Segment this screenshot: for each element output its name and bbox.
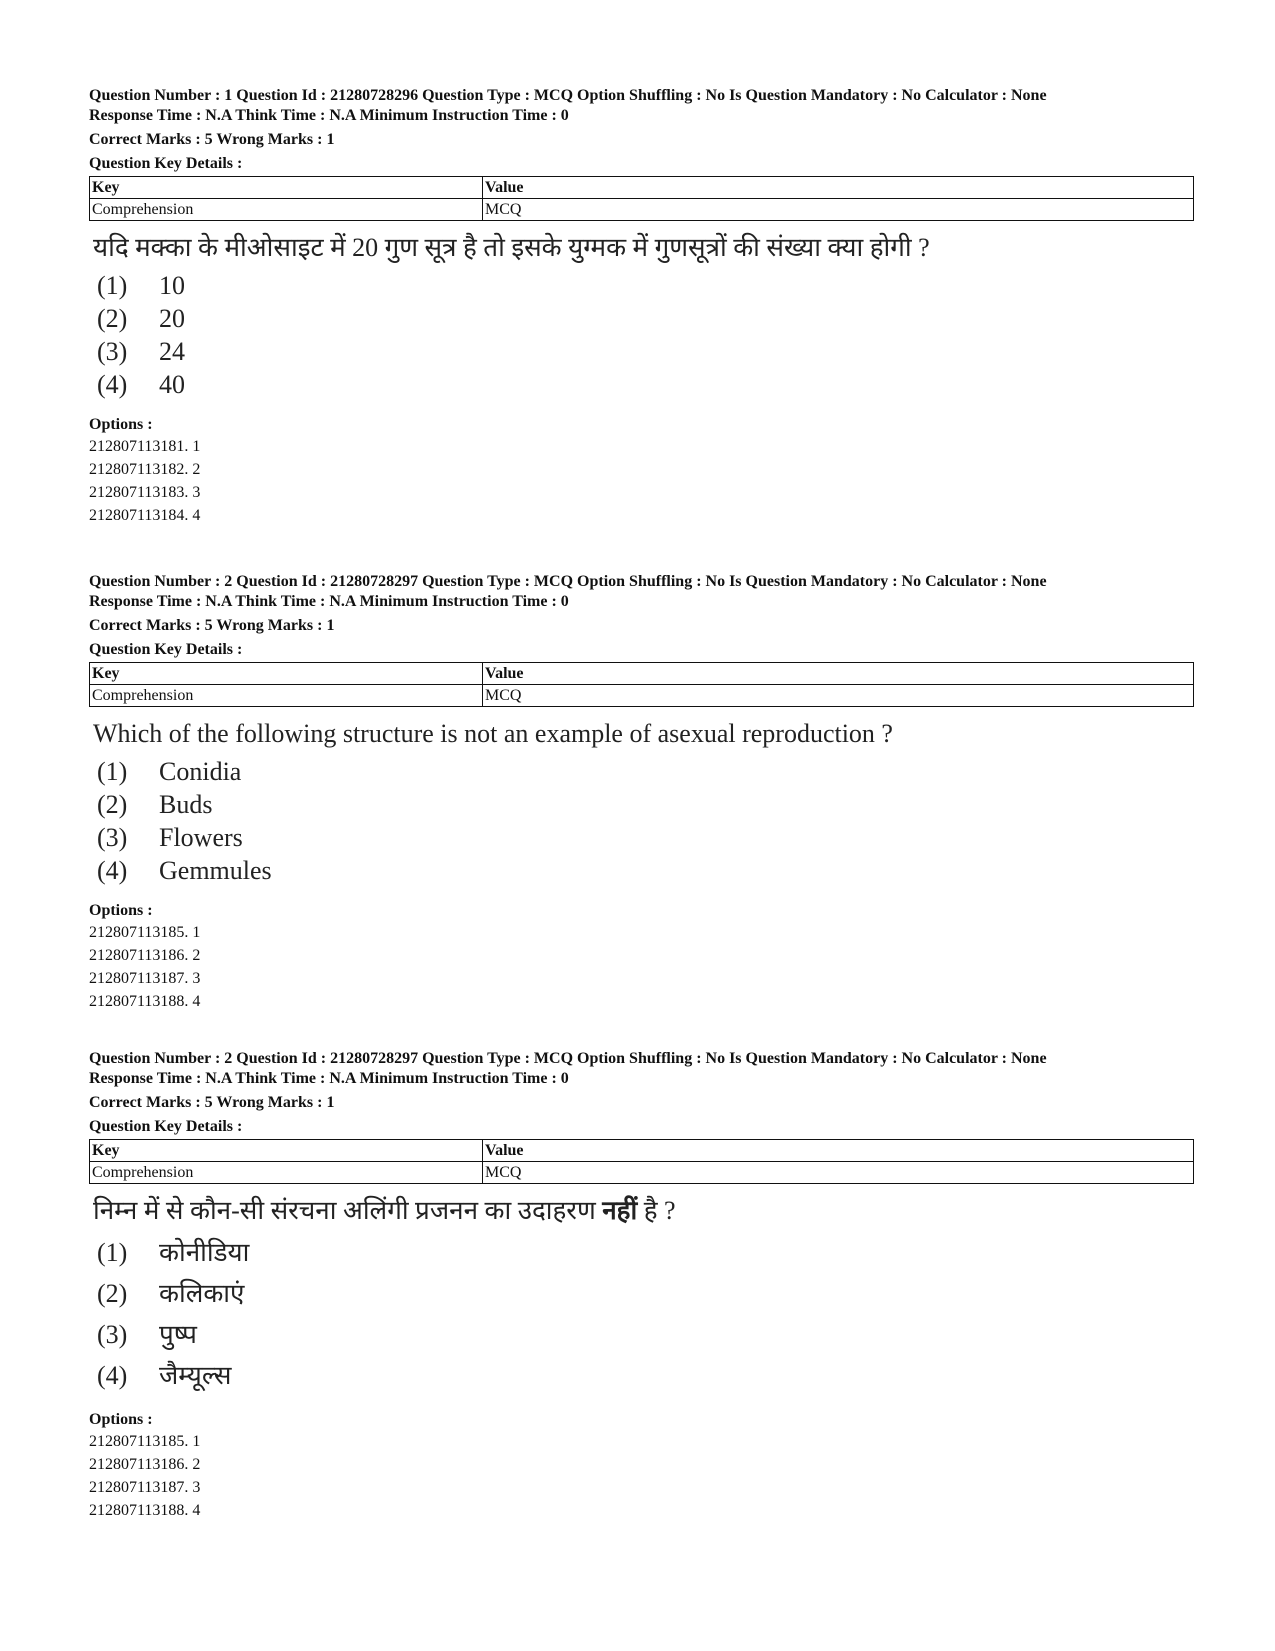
answer-choices — [97, 755, 1194, 887]
choice-number: (4) — [97, 1361, 128, 1390]
option-id-line: 212807113185. 1 — [89, 924, 201, 941]
option-id-line: 212807113187. 3 — [89, 970, 201, 987]
answer-choice-1 — [97, 755, 1194, 788]
choice-number: (4) — [97, 856, 128, 885]
answer-choice-1 — [97, 1232, 1194, 1273]
question-meta-line: Question Number : 2 Question Id : 21280728297 Question Type : MCQ Option Shuffling : No Is Question Mandatory : No Calculator : None — [89, 573, 1047, 590]
choice-text: Flowers — [159, 823, 243, 852]
choice-text: जैम्यूल्स — [159, 1361, 232, 1390]
choice-number: (3) — [97, 337, 128, 366]
question-block-1 — [89, 86, 1194, 527]
question-stem: यदि मक्का के मीओसाइट में 20 गुण सूत्र है तो इसके युग्मक में गुणसूत्रों की संख्या क्या होगी ? — [93, 233, 930, 262]
option-id-line: 212807113181. 1 — [89, 438, 201, 455]
choice-text: 20 — [159, 304, 185, 333]
answer-choice-4 — [97, 854, 1194, 887]
option-id-line: 212807113188. 4 — [89, 1502, 201, 1519]
answer-choice-2 — [97, 302, 1194, 335]
marks-line: Correct Marks : 5 Wrong Marks : 1 — [89, 131, 335, 148]
choice-number: (1) — [97, 271, 128, 300]
options-title: Options : — [89, 1411, 153, 1428]
stem-text-end: है ? — [637, 1196, 676, 1225]
answer-choice-3 — [97, 1314, 1194, 1355]
choice-number: (2) — [97, 304, 128, 333]
answer-choice-1 — [97, 269, 1194, 302]
question-timing-line: Response Time : N.A Think Time : N.A Minimum Instruction Time : 0 — [89, 1070, 569, 1087]
question-block-2 — [89, 572, 1194, 1013]
answer-choices — [97, 269, 1194, 401]
marks-line: Correct Marks : 5 Wrong Marks : 1 — [89, 617, 335, 634]
question-timing-line: Response Time : N.A Think Time : N.A Minimum Instruction Time : 0 — [89, 107, 569, 124]
table-header-key: Key — [90, 1140, 483, 1162]
choice-number: (2) — [97, 790, 128, 819]
option-id-line: 212807113185. 1 — [89, 1433, 201, 1450]
table-header-key: Key — [90, 663, 483, 685]
choice-text: Conidia — [159, 757, 242, 786]
answer-choice-3 — [97, 821, 1194, 854]
key-details-table — [89, 176, 1194, 221]
choice-text: 24 — [159, 337, 185, 366]
table-row — [90, 199, 1194, 221]
table-header-value: Value — [483, 663, 1194, 685]
choice-text: कलिकाएं — [159, 1279, 245, 1308]
options-title: Options : — [89, 902, 153, 919]
table-header-value: Value — [483, 1140, 1194, 1162]
answer-choice-2 — [97, 1273, 1194, 1314]
table-cell-key: Comprehension — [90, 199, 483, 221]
choice-text: 40 — [159, 370, 185, 399]
key-details-title: Question Key Details : — [89, 155, 243, 172]
table-header-value: Value — [483, 177, 1194, 199]
question-meta-line: Question Number : 2 Question Id : 21280728297 Question Type : MCQ Option Shuffling : No Is Question Mandatory : No Calculator : None — [89, 1050, 1047, 1067]
key-details-title: Question Key Details : — [89, 641, 243, 658]
choice-number: (3) — [97, 823, 128, 852]
key-details-table — [89, 662, 1194, 707]
table-cell-value: MCQ — [483, 685, 1194, 707]
option-id-line: 212807113188. 4 — [89, 993, 201, 1010]
answer-choice-4 — [97, 1355, 1194, 1396]
option-id-line: 212807113186. 2 — [89, 947, 201, 964]
choice-text: कोनीडिया — [159, 1238, 250, 1267]
marks-line: Correct Marks : 5 Wrong Marks : 1 — [89, 1094, 335, 1111]
table-cell-key: Comprehension — [90, 685, 483, 707]
choice-text: पुष्प — [159, 1320, 197, 1349]
table-header-row — [90, 663, 1194, 685]
choice-number: (3) — [97, 1320, 128, 1349]
answer-choice-2 — [97, 788, 1194, 821]
answer-choices — [97, 1232, 1194, 1396]
question-block-3 — [89, 1049, 1194, 1522]
table-cell-value: MCQ — [483, 199, 1194, 221]
table-row — [90, 1162, 1194, 1184]
table-header-row — [90, 1140, 1194, 1162]
stem-emphasis: नहीं — [602, 1196, 638, 1225]
choice-text: Buds — [159, 790, 213, 819]
option-id-line: 212807113182. 2 — [89, 461, 201, 478]
choice-number: (4) — [97, 370, 128, 399]
key-details-table — [89, 1139, 1194, 1184]
choice-number: (1) — [97, 1238, 128, 1267]
choice-text: Gemmules — [159, 856, 272, 885]
question-meta-line: Question Number : 1 Question Id : 21280728296 Question Type : MCQ Option Shuffling : No Is Question Mandatory : No Calculator : None — [89, 87, 1047, 104]
option-id-line: 212807113186. 2 — [89, 1456, 201, 1473]
option-id-line: 212807113183. 3 — [89, 484, 201, 501]
question-timing-line: Response Time : N.A Think Time : N.A Minimum Instruction Time : 0 — [89, 593, 569, 610]
choice-number: (2) — [97, 1279, 128, 1308]
question-stem: Which of the following structure is not an example of asexual reproduction ? — [93, 719, 893, 748]
choice-number: (1) — [97, 757, 128, 786]
answer-choice-3 — [97, 335, 1194, 368]
stem-text: निम्न में से कौन-सी संरचना अलिंगी प्रजनन का उदाहरण — [93, 1196, 603, 1225]
question-stem — [93, 1194, 1194, 1228]
option-id-line: 212807113184. 4 — [89, 507, 201, 524]
table-header-row — [90, 177, 1194, 199]
table-cell-key: Comprehension — [90, 1162, 483, 1184]
options-title: Options : — [89, 416, 153, 433]
choice-text: 10 — [159, 271, 185, 300]
table-row — [90, 685, 1194, 707]
table-header-key: Key — [90, 177, 483, 199]
answer-choice-4 — [97, 368, 1194, 401]
option-id-line: 212807113187. 3 — [89, 1479, 201, 1496]
key-details-title: Question Key Details : — [89, 1118, 243, 1135]
table-cell-value: MCQ — [483, 1162, 1194, 1184]
